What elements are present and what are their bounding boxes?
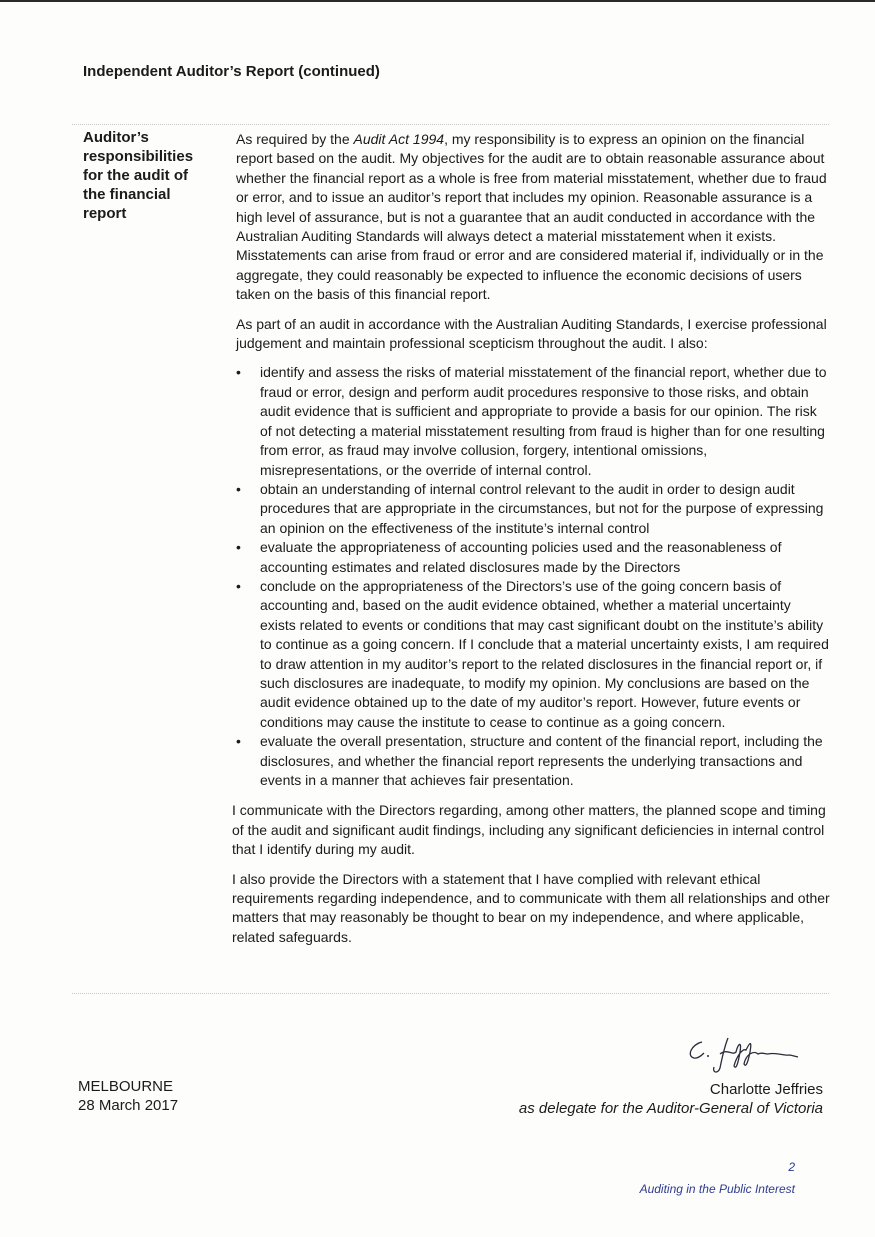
list-item: • conclude on the appropriateness of the Directors’s use of the going concern basis of accounting and, based on the audit evidence obtained, whether a material uncertainty exists related to events or conditions that may cast significant doubt on the institute’s ability to continue as a going concern. If I conclude that a material uncertainty exists, I am required to draw attention in my auditor’s report to the related disclosures in the financial report or, if such disclosures are inadequate, to modify my opinion. My conclusions are based on the audit evidence obtained up to the date of my auditor’s report. However, future events or conditions may cause the institute to cease to continue as a going concern. [236, 577, 829, 730]
signatory-name: Charlotte Jeffries [709, 1081, 823, 1098]
signing-city: MELBOURNE [78, 1078, 174, 1095]
list-item: • evaluate the overall presentation, structure and content of the financial report, including the disclosures, and whether the financial report represents the underlying transactions and events in a manner that achieves fair presentation. [236, 733, 823, 788]
page-top-edge [0, 0, 875, 2]
page-heading: Independent Auditor’s Report (continued) [83, 63, 380, 80]
section-label-line: for the audit of [83, 167, 188, 184]
procedures-intro-paragraph: As part of an audit in accordance with the Australian Auditing Standards, I exercise professional judgement and maintain professional scepticism throughout the audit. I also: [236, 315, 827, 352]
signing-location [78, 1077, 178, 1115]
bullet-icon: • [236, 539, 241, 556]
list-item: • obtain an understanding of internal control relevant to the audit in order to design audit procedures that are appropriate in the circumstances, but not for the purpose of expressing an opinion on the effectiveness of the institute’s internal control [236, 480, 824, 536]
bullet-icon: • [236, 480, 241, 497]
communication-paragraph: I communicate with the Directors regarding, among other matters, the planned scope and timing of the audit and significant audit findings, including any significant deficiencies in internal control that I identify during my audit. [232, 802, 826, 858]
section-label [83, 128, 223, 223]
section-body [232, 130, 830, 957]
section-label-line: report [83, 205, 127, 222]
independence-paragraph: I also provide the Directors with a statement that I have complied with relevant ethical requirements regarding independence, and to communicate with them all relationships and other matters that may reasonably be thought to bear on my independence, and where applicable, related safeguards. [232, 870, 830, 945]
section-label-line: the financial [83, 186, 171, 203]
procedures-list [232, 363, 830, 790]
footer-tagline: Auditing in the Public Interest [639, 1182, 795, 1196]
section-bottom-divider [72, 993, 829, 994]
list-item: • identify and assess the risks of material misstatement of the financial report, whether due to fraud or error, design and perform audit procedures responsive to those risks, and obtain audit evidence that is sufficient and appropriate to provide a basis for our opinion. The risk of not detecting a material misstatement resulting from fraud is higher than for one resulting from error, as fraud may involve collusion, forgery, intentional omissions, misrepresentations, or the override of internal control. [236, 364, 827, 478]
signing-date: 28 March 2017 [78, 1097, 179, 1114]
signatory-role: as delegate for the Auditor-General of Victoria [518, 1100, 823, 1117]
audit-act-reference: Audit Act 1994 [353, 131, 445, 147]
bullet-icon: • [236, 364, 241, 381]
section-label-line: Auditor’s [83, 129, 149, 146]
signature-image [680, 1030, 810, 1075]
responsibility-paragraph: As required by the Audit Act 1994, my responsibility is to express an opinion on the financial report based on the audit. My objectives for the audit are to obtain reasonable assurance about whether the financial report as a whole is free from material misstatement, whether due to fraud or error, and to issue an auditor’s report that includes my opinion. Reasonable assurance is a high level of assurance, but is not a guarantee that an audit conducted in accordance with the Australian Auditing Standards will always detect a material misstatement when it exists. Misstatements can arise from fraud or error and are considered material if, individually or in the aggregate, they could reasonably be expected to influence the economic decisions of users taken on the basis of this financial report. [236, 131, 827, 303]
section-top-divider [72, 124, 829, 125]
page-number: 2 [788, 1160, 795, 1174]
bullet-icon: • [236, 733, 241, 750]
bullet-icon: • [236, 577, 241, 594]
section-label-line: responsibilities [83, 148, 194, 165]
list-item: • evaluate the appropriateness of accounting policies used and the reasonableness of accounting estimates and related disclosures made by the Directors [236, 539, 782, 575]
signatory [519, 1080, 823, 1118]
